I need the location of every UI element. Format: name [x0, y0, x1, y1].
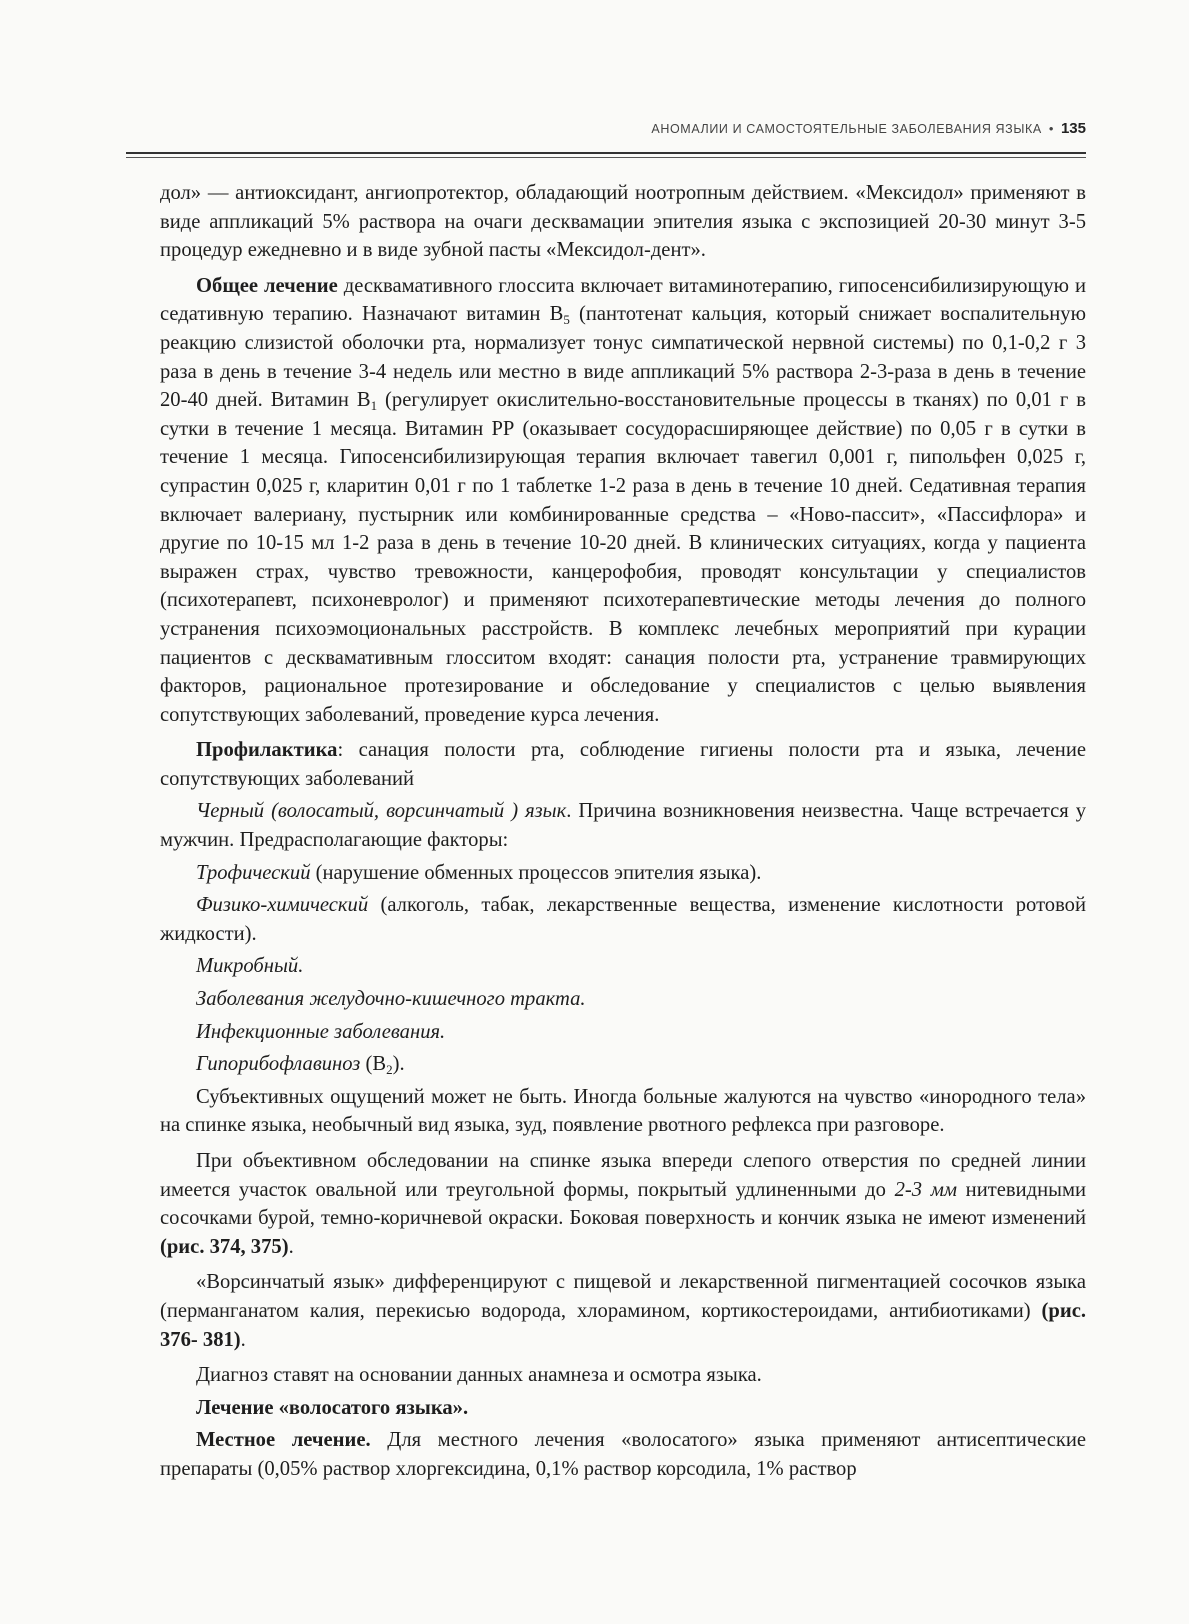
term-gastrointestinal: Заболевания желудочно-кишечного тракта. — [196, 988, 586, 1011]
term-black-tongue: Черный (волосатый, ворсинчатый ) язык — [196, 800, 567, 823]
paragraph-local-treatment — [160, 1426, 1086, 1483]
paragraph-text: . Причина возникновения неизвестна. Чаще встречается у мужчин. Предрасполагающие факторы: — [160, 800, 1086, 852]
paragraph-text: : санация полости рта, соблюдение гигиены полости рта и языка, лечение сопутствующих заболеваний — [160, 739, 1086, 790]
paragraph-text: (В — [360, 1053, 387, 1076]
paragraph-subjective: Субъективных ощущений может не быть. Иногда больные жалуются на чувство «инородного тела» на спинке языка, необычный вид языка, зуд, появление рвотного рефлекса при разговоре. — [160, 1085, 1086, 1137]
heading-hairy-tongue-treatment — [160, 1394, 1086, 1423]
paragraph-text: (пантотенат кальция, который снижает воспалительную реакцию слизистой оболочки рта, нормализует тонус симпатической нервной системы) по 0,1-0,2 г 3 раза в день в течение 3-4 недель или местно в виде аппликаций 5% раствора 2-3-раза в день в течение 20-40 дней. Витамин В — [160, 303, 1086, 412]
paragraph-text: десквамативного глоссита включает витаминотерапию, гипосенсибилизирующую и седативную терапию. Назначают витамин В — [160, 274, 1086, 326]
term-general-treatment: Общее лечение — [196, 274, 338, 297]
paragraph-prevention — [160, 736, 1086, 793]
factor-hyporiboflavinosis — [160, 1050, 1086, 1079]
figure-reference: (рис. 374, 375) — [160, 1235, 289, 1258]
body-text — [160, 179, 1086, 1484]
factor-infectious — [160, 1018, 1086, 1047]
paragraph-text: При объективном обследовании на спинке языка впереди слепого отверстия по средней линии имеется участок овальной или треугольной формы, покрытый удлиненными до — [160, 1150, 1086, 1201]
paragraph-text: (нарушение обменных процессов эпителия языка). — [310, 861, 762, 884]
term-microbial: Микробный. — [196, 955, 304, 978]
term-prevention: Профилактика — [196, 739, 338, 762]
heading-text: Лечение «волосатого языка». — [196, 1396, 469, 1419]
measure-length: 2-3 мм — [894, 1178, 958, 1201]
term-hyporiboflavinosis: Гипорибофлавиноз — [196, 1053, 361, 1076]
subscript: 1 — [370, 398, 378, 414]
running-header — [126, 120, 1086, 137]
paragraph-text: «Ворсинчатый язык» дифференцируют с пищевой и лекарственной пигментацией сосочков языка (перманганатом калия, перекисью водорода, хлорамином, кортикостероидами, антибиотиками) — [160, 1271, 1086, 1322]
subscript: 5 — [563, 312, 570, 328]
paragraph-text: (алкоголь, табак, лекарственные вещества, изменение кислотности ротовой жидкости). — [160, 894, 1086, 945]
term-local-treatment: Местное лечение. — [196, 1429, 371, 1452]
term-trophic: Трофический — [196, 861, 311, 884]
paragraph-objective-exam — [160, 1147, 1086, 1261]
paragraph-text: (регулирует окислительно-восстановительные процессы в тканях) по 0,01 г в сутки в течение 1 месяца. Витамин РР (оказывает сосудорасширяющее действие) по 0,05 г в сутки в течение 1 месяца. Гипосенсибилизирующая терапия включает тавегил 0,001 г, пипольфен 0,025 г, супрастин 0,025 г, кларитин 0,01 г по 1 таблетке 1-2 раза в день в течение 10 дней. Седативная терапия включает валериану, пустырник или комбинированные средства – «Ново-пассит», «Пассифлора» и другие по 10-15 мл 1-2 раза в день в течение 10-20 дней. В клинических ситуациях, когда у пациента выражен страх, чувство тревожности, канцерофобия, проводят консультации у специалистов (психотерапевт, психоневролог) и применяют психотерапевтические методы лечения до полного устранения психоэмоциональных расстройств. В комплекс лечебных мероприятий при курации пациентов с десквамативным глосситом входят: санация полости рта, устранение травмирующих факторов, рациональное протезирование и обследование у специалистов с целью выявления сопутствующих заболеваний, проведение курса лечения. — [160, 389, 1086, 726]
header-bullet: • — [1048, 121, 1054, 136]
paragraph-general-treatment — [160, 272, 1086, 730]
page-number: 135 — [1060, 120, 1086, 137]
factor-gastrointestinal — [160, 985, 1086, 1014]
paragraph-diagnosis: Диагноз ставят на основании данных анамнеза и осмотра языка. — [196, 1364, 762, 1387]
factor-microbial — [160, 952, 1086, 981]
paragraph-text: нитевидными сосочками бурой, темно-коричневой окраски. Боковая поверхность и кончик языка не имеют изменений — [160, 1178, 1086, 1230]
paragraph-mexidol: дол» — антиоксидант, ангиопротектор, обладающий ноотропным действием. «Мексидол» применяют в виде аппликаций 5% раствора на очаги десквамации эпителия языка с экспозицией 20-30 минут 3-5 процедур ежедневно и в виде зубной пасты «Мексидол-дент». — [160, 182, 1086, 262]
header-rule-thin — [126, 157, 1086, 158]
paragraph-black-tongue — [160, 797, 1086, 854]
paragraph-text: ). — [392, 1053, 405, 1076]
subscript: 2 — [386, 1062, 393, 1078]
paragraph-text: Для местного лечения «волосатого» языка применяют антисептические препараты (0,05% раствор хлоргексидина, 0,1% раствор корсодила, 1% раствор — [160, 1429, 1086, 1480]
paragraph-differential — [160, 1268, 1086, 1354]
paragraph-text: . — [240, 1328, 246, 1351]
term-physicochemical: Физико-химический — [196, 894, 369, 917]
factor-physicochemical — [160, 891, 1086, 948]
header-rule-thick — [126, 152, 1086, 154]
figure-reference: (рис. 376- 381) — [160, 1299, 1086, 1351]
paragraph-text: . — [288, 1235, 294, 1258]
factor-trophic — [160, 859, 1086, 888]
running-title: АНОМАЛИИ И САМОСТОЯТЕЛЬНЫЕ ЗАБОЛЕВАНИЯ ЯЗЫКА — [651, 122, 1042, 136]
term-infectious: Инфекционные заболевания. — [196, 1020, 446, 1043]
